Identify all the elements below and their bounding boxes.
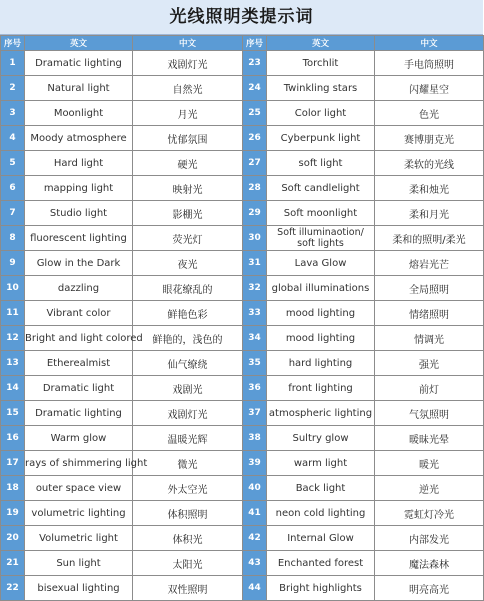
row-index-right: 37	[243, 401, 267, 426]
row-index-left: 22	[1, 576, 25, 601]
chinese-term-left: 月光	[133, 101, 243, 126]
row-index-right: 44	[243, 576, 267, 601]
chinese-term-left: 鲜艳的，浅色的	[133, 326, 243, 351]
english-term-left: Dramatic lighting	[25, 401, 133, 426]
chinese-term-right: 闪耀星空	[375, 76, 484, 101]
chinese-term-right: 手电筒照明	[375, 51, 484, 76]
row-index-right: 32	[243, 276, 267, 301]
chinese-term-right: 霓虹灯冷光	[375, 501, 484, 526]
row-index-left: 5	[1, 151, 25, 176]
english-term-right: Color light	[267, 101, 375, 126]
chinese-term-left: 外太空光	[133, 476, 243, 501]
chinese-term-right: 全局照明	[375, 276, 484, 301]
row-index-left: 20	[1, 526, 25, 551]
row-index-left: 15	[1, 401, 25, 426]
english-term-right: Lava Glow	[267, 251, 375, 276]
row-index-right: 41	[243, 501, 267, 526]
row-index-left: 9	[1, 251, 25, 276]
page-title: 光线照明类提示词	[0, 0, 483, 35]
row-index-right: 39	[243, 451, 267, 476]
chinese-term-right: 柔和烛光	[375, 176, 484, 201]
chinese-term-left: 硬光	[133, 151, 243, 176]
chinese-term-left: 体积照明	[133, 501, 243, 526]
row-index-right: 35	[243, 351, 267, 376]
row-index-right: 30	[243, 226, 267, 251]
chinese-term-left: 自然光	[133, 76, 243, 101]
table-row	[1, 251, 484, 276]
chinese-term-left: 映射光	[133, 176, 243, 201]
table-row	[1, 51, 484, 76]
header-chinese-right: 中文	[375, 36, 484, 51]
table-row	[1, 301, 484, 326]
row-index-right: 36	[243, 376, 267, 401]
row-index-left: 10	[1, 276, 25, 301]
table-row	[1, 451, 484, 476]
header-index-left: 序号	[1, 36, 25, 51]
table-row	[1, 176, 484, 201]
chinese-term-right: 明亮高光	[375, 576, 484, 601]
english-term-right: Back light	[267, 476, 375, 501]
row-index-right: 23	[243, 51, 267, 76]
row-index-right: 38	[243, 426, 267, 451]
prompt-table	[0, 35, 484, 601]
english-term-left: Warm glow	[25, 426, 133, 451]
table-row	[1, 526, 484, 551]
row-index-left: 14	[1, 376, 25, 401]
table-row	[1, 101, 484, 126]
row-index-right: 43	[243, 551, 267, 576]
english-term-right: Bright highlights	[267, 576, 375, 601]
english-term-left: Hard light	[25, 151, 133, 176]
english-term-right: global illuminations	[267, 276, 375, 301]
chinese-term-right: 柔软的光线	[375, 151, 484, 176]
row-index-left: 16	[1, 426, 25, 451]
english-term-right: Soft moonlight	[267, 201, 375, 226]
chinese-term-left: 戏剧灯光	[133, 51, 243, 76]
english-term-left: bisexual lighting	[25, 576, 133, 601]
english-term-left: Bright and light colored	[25, 326, 133, 351]
table-row	[1, 551, 484, 576]
row-index-right: 40	[243, 476, 267, 501]
row-index-right: 34	[243, 326, 267, 351]
row-index-left: 12	[1, 326, 25, 351]
chinese-term-left: 忧郁氛围	[133, 126, 243, 151]
table-row	[1, 401, 484, 426]
english-term-left: Glow in the Dark	[25, 251, 133, 276]
row-index-right: 28	[243, 176, 267, 201]
english-term-left: Dramatic light	[25, 376, 133, 401]
table-row	[1, 76, 484, 101]
chinese-term-right: 色光	[375, 101, 484, 126]
chinese-term-right: 赛博朋克光	[375, 126, 484, 151]
english-term-right: neon cold lighting	[267, 501, 375, 526]
english-term-right: hard lighting	[267, 351, 375, 376]
english-term-right: atmospheric lighting	[267, 401, 375, 426]
row-index-right: 26	[243, 126, 267, 151]
chinese-term-left: 眼花缭乱的	[133, 276, 243, 301]
chinese-term-left: 戏剧灯光	[133, 401, 243, 426]
english-term-left: Moonlight	[25, 101, 133, 126]
table-row	[1, 476, 484, 501]
table-row	[1, 151, 484, 176]
english-term-left: volumetric lighting	[25, 501, 133, 526]
chinese-term-right: 前灯	[375, 376, 484, 401]
english-term-left: mapping light	[25, 176, 133, 201]
english-term-right: Torchlit	[267, 51, 375, 76]
chinese-term-left: 夜光	[133, 251, 243, 276]
english-term-left: Natural light	[25, 76, 133, 101]
row-index-right: 31	[243, 251, 267, 276]
chinese-term-right: 暖光	[375, 451, 484, 476]
english-term-right: front lighting	[267, 376, 375, 401]
row-index-left: 18	[1, 476, 25, 501]
table-row	[1, 426, 484, 451]
chinese-term-left: 鲜艳色彩	[133, 301, 243, 326]
row-index-right: 27	[243, 151, 267, 176]
chinese-term-left: 微光	[133, 451, 243, 476]
english-term-right: Enchanted forest	[267, 551, 375, 576]
chinese-term-right: 情绪照明	[375, 301, 484, 326]
english-term-left: Dramatic lighting	[25, 51, 133, 76]
row-index-left: 11	[1, 301, 25, 326]
row-index-right: 42	[243, 526, 267, 551]
chinese-term-left: 体积光	[133, 526, 243, 551]
chinese-term-right: 逆光	[375, 476, 484, 501]
english-term-left: Moody atmosphere	[25, 126, 133, 151]
english-term-left: Volumetric light	[25, 526, 133, 551]
row-index-left: 17	[1, 451, 25, 476]
row-index-right: 33	[243, 301, 267, 326]
row-index-left: 6	[1, 176, 25, 201]
english-term-right: soft light	[267, 151, 375, 176]
table-row	[1, 226, 484, 251]
english-term-left: outer space view	[25, 476, 133, 501]
english-term-right: mood lighting	[267, 301, 375, 326]
english-term-right: mood lighting	[267, 326, 375, 351]
chinese-term-right: 暖昧光晕	[375, 426, 484, 451]
chinese-term-left: 太阳光	[133, 551, 243, 576]
chinese-term-right: 强光	[375, 351, 484, 376]
chinese-term-right: 魔法森林	[375, 551, 484, 576]
row-index-right: 29	[243, 201, 267, 226]
chinese-term-left: 温暖光辉	[133, 426, 243, 451]
chinese-term-right: 柔和的照明/柔光	[375, 226, 484, 251]
english-term-right: warm light	[267, 451, 375, 476]
english-term-right: Sultry glow	[267, 426, 375, 451]
chinese-term-left: 荧光灯	[133, 226, 243, 251]
english-term-right: Cyberpunk light	[267, 126, 375, 151]
table-row	[1, 126, 484, 151]
table-row	[1, 576, 484, 601]
chinese-term-right: 气氛照明	[375, 401, 484, 426]
chinese-term-right: 熔岩光芒	[375, 251, 484, 276]
table-row	[1, 326, 484, 351]
header-chinese-left: 中文	[133, 36, 243, 51]
english-term-right: Soft candlelight	[267, 176, 375, 201]
chinese-term-right: 情调光	[375, 326, 484, 351]
header-index-right: 序号	[243, 36, 267, 51]
english-term-left: fluorescent lighting	[25, 226, 133, 251]
english-term-left: Studio light	[25, 201, 133, 226]
row-index-left: 8	[1, 226, 25, 251]
chinese-term-right: 柔和月光	[375, 201, 484, 226]
row-index-right: 24	[243, 76, 267, 101]
row-index-left: 21	[1, 551, 25, 576]
header-english-right: 英文	[267, 36, 375, 51]
table-row	[1, 351, 484, 376]
english-term-left: Sun light	[25, 551, 133, 576]
table-row	[1, 376, 484, 401]
table-row	[1, 276, 484, 301]
row-index-left: 1	[1, 51, 25, 76]
english-term-left: rays of shimmering light	[25, 451, 133, 476]
table-row	[1, 201, 484, 226]
chinese-term-left: 仙气缭绕	[133, 351, 243, 376]
row-index-right: 25	[243, 101, 267, 126]
english-term-left: dazzling	[25, 276, 133, 301]
chinese-term-left: 双性照明	[133, 576, 243, 601]
row-index-left: 4	[1, 126, 25, 151]
chinese-term-right: 内部发光	[375, 526, 484, 551]
english-term-right: Twinkling stars	[267, 76, 375, 101]
header-english-left: 英文	[25, 36, 133, 51]
english-term-right: Internal Glow	[267, 526, 375, 551]
english-term-left: Vibrant color	[25, 301, 133, 326]
chinese-term-left: 影棚光	[133, 201, 243, 226]
table-row	[1, 501, 484, 526]
row-index-left: 2	[1, 76, 25, 101]
row-index-left: 7	[1, 201, 25, 226]
chinese-term-left: 戏剧光	[133, 376, 243, 401]
header-row	[1, 36, 484, 51]
row-index-left: 3	[1, 101, 25, 126]
english-term-left: Etherealmist	[25, 351, 133, 376]
english-term-right: Soft illuminaotion/ soft lights	[267, 226, 375, 251]
row-index-left: 19	[1, 501, 25, 526]
row-index-left: 13	[1, 351, 25, 376]
